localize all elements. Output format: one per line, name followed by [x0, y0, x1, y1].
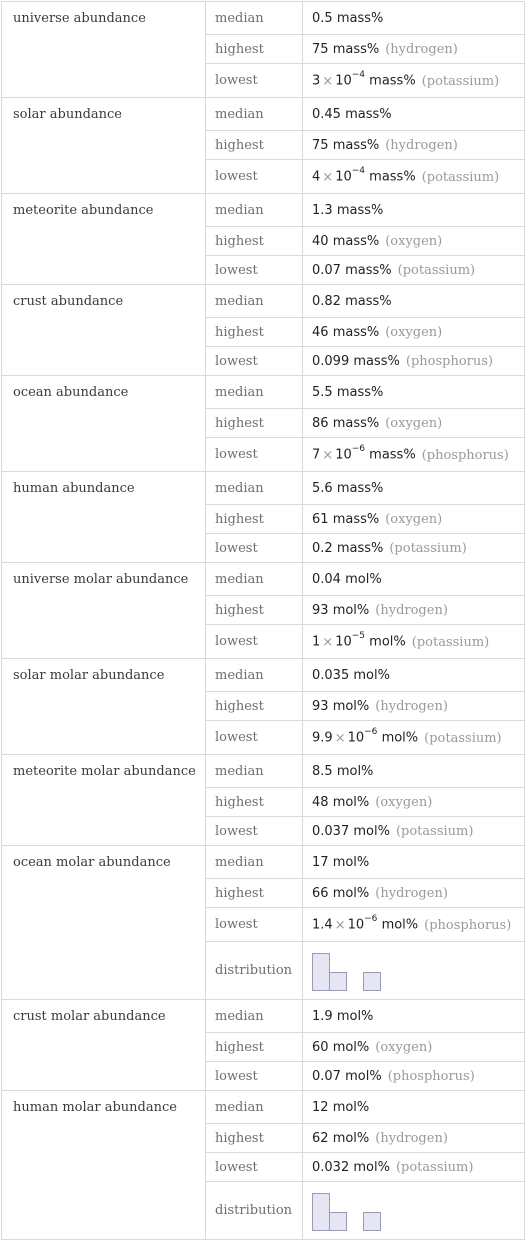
stat-value — [303, 817, 525, 846]
value-unit: mass% — [336, 10, 384, 26]
table-row — [2, 194, 525, 227]
stat-value — [303, 64, 525, 98]
value-number: 0.032 — [312, 1159, 350, 1175]
stat-label: highest — [206, 692, 303, 721]
value-unit: mass% — [332, 41, 380, 57]
value-unit: mass% — [369, 73, 416, 89]
element-name: (oxygen) — [385, 233, 443, 249]
element-name: (hydrogen) — [385, 137, 458, 153]
value-number: 12 — [312, 1099, 329, 1115]
value-number: 1.4 — [312, 917, 333, 933]
property-name: crust molar abundance — [2, 1000, 206, 1091]
element-name: (potassium) — [411, 634, 490, 650]
value-unit: mol% — [336, 1008, 374, 1024]
element-name: (phosphorus) — [405, 353, 494, 369]
table-row — [2, 659, 525, 692]
value-unit: mol% — [353, 823, 390, 839]
value-unit: mol% — [369, 634, 406, 650]
stat-value — [303, 347, 525, 376]
stat-label: lowest — [206, 347, 303, 376]
value-unit: mol% — [345, 1068, 382, 1084]
property-name: universe molar abundance — [2, 563, 206, 659]
value-number: 46 — [312, 324, 329, 340]
stat-label: lowest — [206, 438, 303, 472]
property-name: meteorite molar abundance — [2, 755, 206, 846]
exponent: −4 — [351, 70, 366, 81]
stat-value — [303, 160, 525, 194]
value-number: 5.6 — [312, 480, 333, 496]
value-unit: mass% — [332, 137, 380, 153]
stat-label: lowest — [206, 721, 303, 755]
element-name: (hydrogen) — [375, 698, 448, 714]
stat-label: highest — [206, 879, 303, 908]
abundance-table — [1, 1, 525, 1240]
stat-value — [303, 1091, 525, 1124]
value-number: 93 — [312, 698, 329, 714]
value-unit: mass% — [332, 233, 380, 249]
stat-label: lowest — [206, 1062, 303, 1091]
value-unit: mol% — [353, 667, 390, 683]
distribution-histogram — [312, 1191, 384, 1231]
value-unit: mol% — [332, 794, 370, 810]
value-number: 5.5 — [312, 384, 333, 400]
value-unit: mass% — [336, 540, 384, 556]
stat-label: lowest — [206, 817, 303, 846]
stat-value — [303, 692, 525, 721]
value-unit: mol% — [332, 698, 370, 714]
value-number: 0.82 — [312, 293, 341, 309]
value-number: 0.45 — [312, 106, 341, 122]
stat-label: highest — [206, 131, 303, 160]
table-row — [2, 846, 525, 879]
property-name: meteorite abundance — [2, 194, 206, 285]
exponent: −6 — [364, 727, 378, 738]
stat-label: lowest — [206, 160, 303, 194]
power-base: 10 — [335, 447, 352, 463]
value-unit: mol% — [332, 854, 370, 870]
table-row — [2, 563, 525, 596]
stat-label: highest — [206, 227, 303, 256]
stat-label: highest — [206, 409, 303, 438]
table-row — [2, 285, 525, 318]
stat-value — [303, 721, 525, 755]
stat-label: median — [206, 755, 303, 788]
value-unit: mass% — [345, 262, 392, 278]
times-sign: × — [334, 917, 346, 933]
stat-label: lowest — [206, 1153, 303, 1182]
value-unit: mol% — [336, 763, 374, 779]
stat-label: highest — [206, 505, 303, 534]
stat-value — [303, 35, 525, 64]
value-unit: mass% — [332, 415, 380, 431]
exponent: −6 — [351, 444, 366, 455]
stat-value — [303, 2, 525, 35]
property-name: human abundance — [2, 472, 206, 563]
value-number: 75 — [312, 41, 329, 57]
value-number: 0.037 — [312, 823, 350, 839]
stat-value — [303, 1153, 525, 1182]
stat-value — [303, 1124, 525, 1153]
value-unit: mass% — [345, 293, 392, 309]
stat-label: median — [206, 472, 303, 505]
element-name: (hydrogen) — [375, 602, 448, 618]
stat-label: highest — [206, 318, 303, 347]
value-number: 0.2 — [312, 540, 333, 556]
stat-label: median — [206, 659, 303, 692]
times-sign: × — [322, 447, 334, 463]
stat-value — [303, 285, 525, 318]
value-number: 7 — [312, 447, 321, 463]
value-number: 0.035 — [312, 667, 350, 683]
stat-value — [303, 227, 525, 256]
stat-value — [303, 1033, 525, 1062]
distribution-histogram — [312, 951, 384, 991]
value-unit: mol% — [345, 571, 382, 587]
power-base: 10 — [335, 634, 352, 650]
property-name: solar abundance — [2, 98, 206, 194]
value-number: 0.04 — [312, 571, 341, 587]
value-number: 62 — [312, 1130, 329, 1146]
value-unit: mass% — [369, 447, 416, 463]
stat-value — [303, 846, 525, 879]
stat-value — [303, 131, 525, 160]
value-number: 9.9 — [312, 730, 333, 746]
value-number: 17 — [312, 854, 329, 870]
stat-value — [303, 376, 525, 409]
power-base: 10 — [335, 169, 352, 185]
stat-value — [303, 755, 525, 788]
value-number: 40 — [312, 233, 329, 249]
element-name: (hydrogen) — [375, 885, 448, 901]
property-name: solar molar abundance — [2, 659, 206, 755]
stat-label: lowest — [206, 64, 303, 98]
histogram-bar — [312, 953, 330, 991]
stat-value — [303, 596, 525, 625]
value-number: 0.07 — [312, 262, 341, 278]
element-name: (hydrogen) — [375, 1130, 448, 1146]
stat-label: median — [206, 376, 303, 409]
property-name: crust abundance — [2, 285, 206, 376]
value-unit: mol% — [332, 1099, 370, 1115]
value-number: 4 — [312, 169, 321, 185]
histogram-bar — [363, 972, 381, 991]
stat-label: lowest — [206, 534, 303, 563]
stat-label: highest — [206, 35, 303, 64]
stat-label: distribution — [206, 942, 303, 1000]
exponent: −5 — [351, 631, 366, 642]
table-row — [2, 376, 525, 409]
stat-value — [303, 534, 525, 563]
value-unit: mol% — [332, 602, 370, 618]
element-name: (oxygen) — [385, 324, 443, 340]
value-unit: mol% — [332, 1039, 370, 1055]
element-name: (phosphorus) — [424, 917, 512, 933]
stat-value — [303, 194, 525, 227]
property-name: ocean abundance — [2, 376, 206, 472]
power-base: 10 — [347, 917, 365, 933]
stat-value — [303, 438, 525, 472]
histogram-bar — [329, 972, 347, 991]
stat-value — [303, 908, 525, 942]
stat-label: median — [206, 2, 303, 35]
stat-value — [303, 879, 525, 908]
value-unit: mass% — [336, 384, 384, 400]
value-number: 0.5 — [312, 10, 333, 26]
value-number: 60 — [312, 1039, 329, 1055]
element-name: (potassium) — [397, 262, 476, 278]
stat-label: highest — [206, 788, 303, 817]
value-number: 1.3 — [312, 202, 333, 218]
stat-label: lowest — [206, 256, 303, 285]
element-name: (phosphorus) — [421, 447, 509, 463]
table-row — [2, 755, 525, 788]
stat-label: median — [206, 846, 303, 879]
stat-value — [303, 409, 525, 438]
histogram-bar — [312, 1193, 330, 1231]
value-unit: mol% — [381, 917, 419, 933]
value-unit: mass% — [336, 480, 384, 496]
power-base: 10 — [335, 73, 352, 89]
stat-label: lowest — [206, 908, 303, 942]
stat-value — [303, 1182, 525, 1240]
stat-value — [303, 472, 525, 505]
property-name: human molar abundance — [2, 1091, 206, 1240]
exponent: −6 — [364, 914, 378, 925]
value-number: 48 — [312, 794, 329, 810]
stat-label: highest — [206, 1033, 303, 1062]
element-name: (potassium) — [421, 169, 500, 185]
property-name: universe abundance — [2, 2, 206, 98]
table-row — [2, 472, 525, 505]
stat-value — [303, 98, 525, 131]
element-name: (potassium) — [421, 73, 500, 89]
value-number: 75 — [312, 137, 329, 153]
power-base: 10 — [347, 730, 365, 746]
stat-value — [303, 505, 525, 534]
element-name: (oxygen) — [385, 415, 443, 431]
value-unit: mass% — [332, 324, 380, 340]
element-name: (potassium) — [395, 823, 474, 839]
stat-label: median — [206, 563, 303, 596]
histogram-bar — [363, 1212, 381, 1231]
value-unit: mass% — [353, 353, 400, 369]
stat-value — [303, 563, 525, 596]
property-name: ocean molar abundance — [2, 846, 206, 1000]
stat-label: median — [206, 98, 303, 131]
value-unit: mass% — [345, 106, 392, 122]
value-unit: mol% — [381, 730, 419, 746]
exponent: −4 — [351, 166, 366, 177]
table-row — [2, 2, 525, 35]
value-unit: mol% — [353, 1159, 390, 1175]
stat-label: median — [206, 1000, 303, 1033]
value-unit: mol% — [332, 885, 370, 901]
value-number: 0.099 — [312, 353, 350, 369]
value-number: 8.5 — [312, 763, 333, 779]
times-sign: × — [322, 73, 334, 89]
stat-label: median — [206, 285, 303, 318]
value-number: 93 — [312, 602, 329, 618]
stat-label: median — [206, 194, 303, 227]
times-sign: × — [322, 169, 334, 185]
value-number: 66 — [312, 885, 329, 901]
stat-value — [303, 625, 525, 659]
histogram-bar — [329, 1212, 347, 1231]
stat-value — [303, 318, 525, 347]
element-name: (oxygen) — [375, 794, 433, 810]
stat-value — [303, 942, 525, 1000]
value-number: 0.07 — [312, 1068, 341, 1084]
stat-label: median — [206, 1091, 303, 1124]
value-unit: mass% — [369, 169, 416, 185]
element-name: (hydrogen) — [385, 41, 458, 57]
element-name: (potassium) — [389, 540, 467, 556]
value-unit: mass% — [332, 511, 380, 527]
element-name: (oxygen) — [375, 1039, 433, 1055]
stat-label: highest — [206, 1124, 303, 1153]
times-sign: × — [334, 730, 346, 746]
element-name: (oxygen) — [385, 511, 443, 527]
table-row — [2, 1000, 525, 1033]
stat-value — [303, 659, 525, 692]
element-name: (potassium) — [395, 1159, 474, 1175]
stat-label: lowest — [206, 625, 303, 659]
times-sign: × — [322, 634, 334, 650]
value-number: 86 — [312, 415, 329, 431]
element-name: (potassium) — [424, 730, 502, 746]
table-row — [2, 98, 525, 131]
table-row — [2, 1091, 525, 1124]
value-number: 1 — [312, 634, 321, 650]
value-number: 3 — [312, 73, 321, 89]
stat-value — [303, 788, 525, 817]
value-number: 1.9 — [312, 1008, 333, 1024]
stat-label: distribution — [206, 1182, 303, 1240]
element-name: (phosphorus) — [387, 1068, 475, 1084]
value-unit: mass% — [336, 202, 384, 218]
stat-value — [303, 256, 525, 285]
value-unit: mol% — [332, 1130, 370, 1146]
stat-value — [303, 1000, 525, 1033]
stat-value — [303, 1062, 525, 1091]
value-number: 61 — [312, 511, 329, 527]
stat-label: highest — [206, 596, 303, 625]
